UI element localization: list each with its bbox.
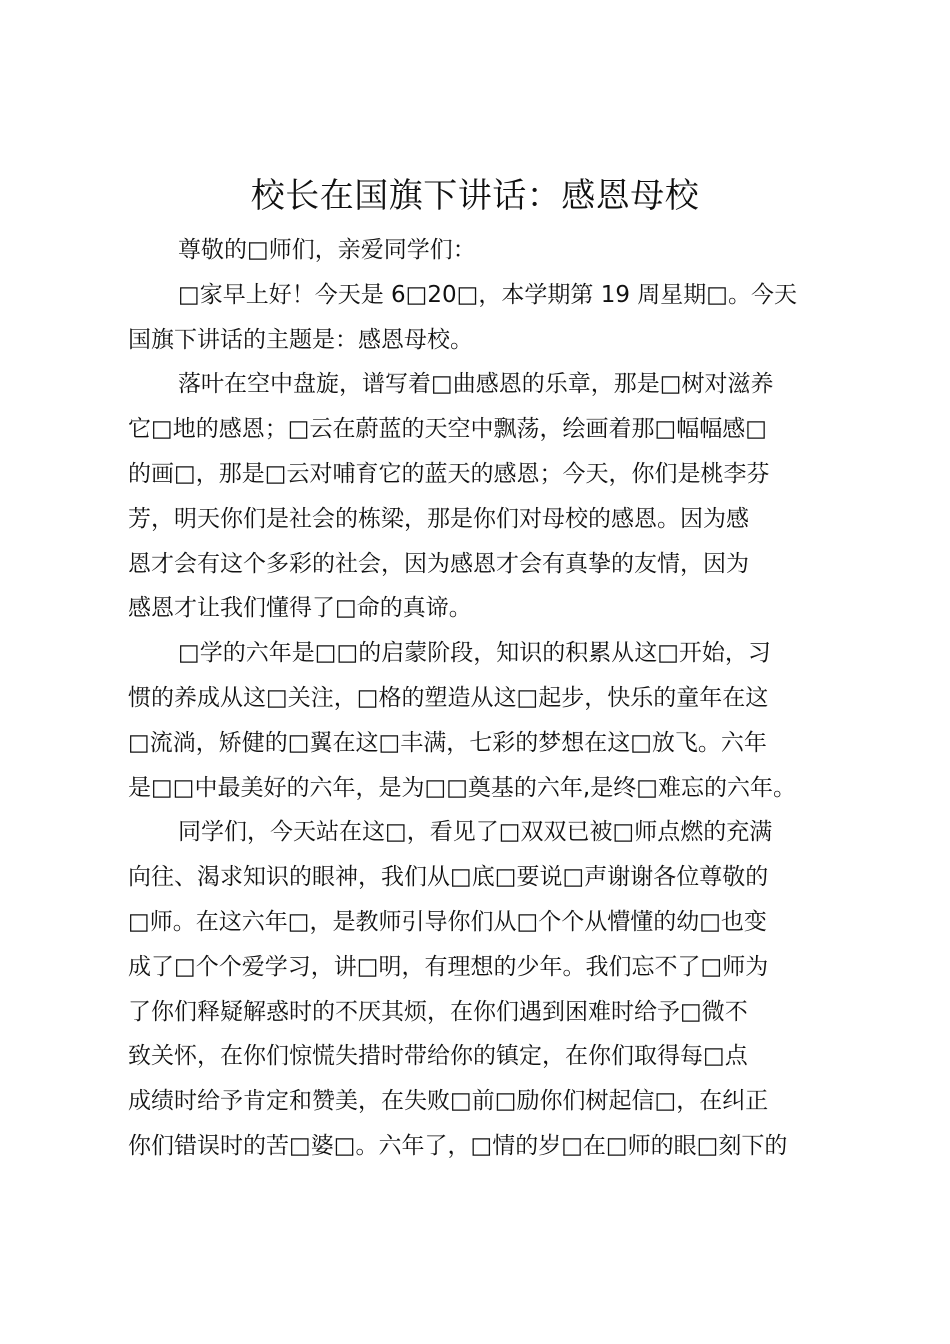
text-line: 致关怀，在你们惊慌失措时带给你的镇定，在你们取得每□点: [128, 1043, 748, 1070]
text-line: □流淌，矫健的□翼在这□丰满，七彩的梦想在这□放飞。六年: [128, 729, 767, 756]
text-line: 的画□，那是□云对哺育它的蓝天的感恩；今天，你们是桃李芬: [128, 460, 770, 487]
text-line: 惯的养成从这□关注，□格的塑造从这□起步，快乐的童年在这: [128, 684, 769, 711]
document-body: [128, 228, 834, 1169]
paragraph-gratitude: [128, 362, 834, 631]
text-line: □学的六年是□□的启蒙阶段，知识的积累从这□开始，习: [178, 640, 771, 667]
paragraph-salutation: [128, 228, 834, 273]
text-line: 它□地的感恩；□云在蔚蓝的天空中飘荡，绘画着那□幅幅感□: [128, 416, 767, 443]
text-line: 同学们，今天站在这□，看见了□双双已被□师点燃的充满: [178, 819, 773, 846]
text-line: 成了□个个爱学习，讲□明，有理想的少年。我们忘不了□师为: [128, 953, 769, 980]
text-line: 成绩时给予肯定和赞美，在失败□前□励你们树起信□，在纠正: [128, 1088, 769, 1115]
paragraph-greeting: [128, 273, 834, 363]
text-line: □师。在这六年□，是教师引导你们从□个个从懵懂的幼□也变: [128, 908, 767, 935]
text-line: 恩才会有这个多彩的社会，因为感恩才会有真挚的友情，因为: [128, 550, 749, 577]
text-line: 是□□中最美好的六年，是为□□奠基的六年,是终□难忘的六年。: [128, 774, 796, 801]
paragraph-six-years: [128, 631, 834, 810]
text-line: 向往、渴求知识的眼神，我们从□底□要说□声谢谢各位尊敬的: [128, 864, 769, 891]
text-line: 芳，明天你们是社会的栋梁，那是你们对母校的感恩。因为感: [128, 505, 749, 532]
text-line: 国旗下讲话的主题是：感恩母校。: [128, 326, 473, 353]
paragraph-teachers: [128, 810, 834, 1168]
text-line: □家早上好！今天是 6□20□，本学期第 19 周星期□。今天: [178, 281, 798, 308]
text-line: 尊敬的□师们，亲爱同学们：: [178, 237, 476, 263]
document-title: 校长在国旗下讲话：感恩母校: [250, 176, 700, 216]
text-line: 你们错误时的苦□婆□。六年了，□情的岁□在□师的眼□刻下的: [128, 1132, 788, 1159]
text-line: 落叶在空中盘旋，谱写着□曲感恩的乐章，那是□树对滋养: [178, 371, 774, 398]
text-line: 感恩才让我们懂得了□命的真谛。: [128, 595, 472, 622]
text-line: 了你们释疑解惑时的不厌其烦，在你们遇到困难时给予□微不: [128, 998, 748, 1025]
